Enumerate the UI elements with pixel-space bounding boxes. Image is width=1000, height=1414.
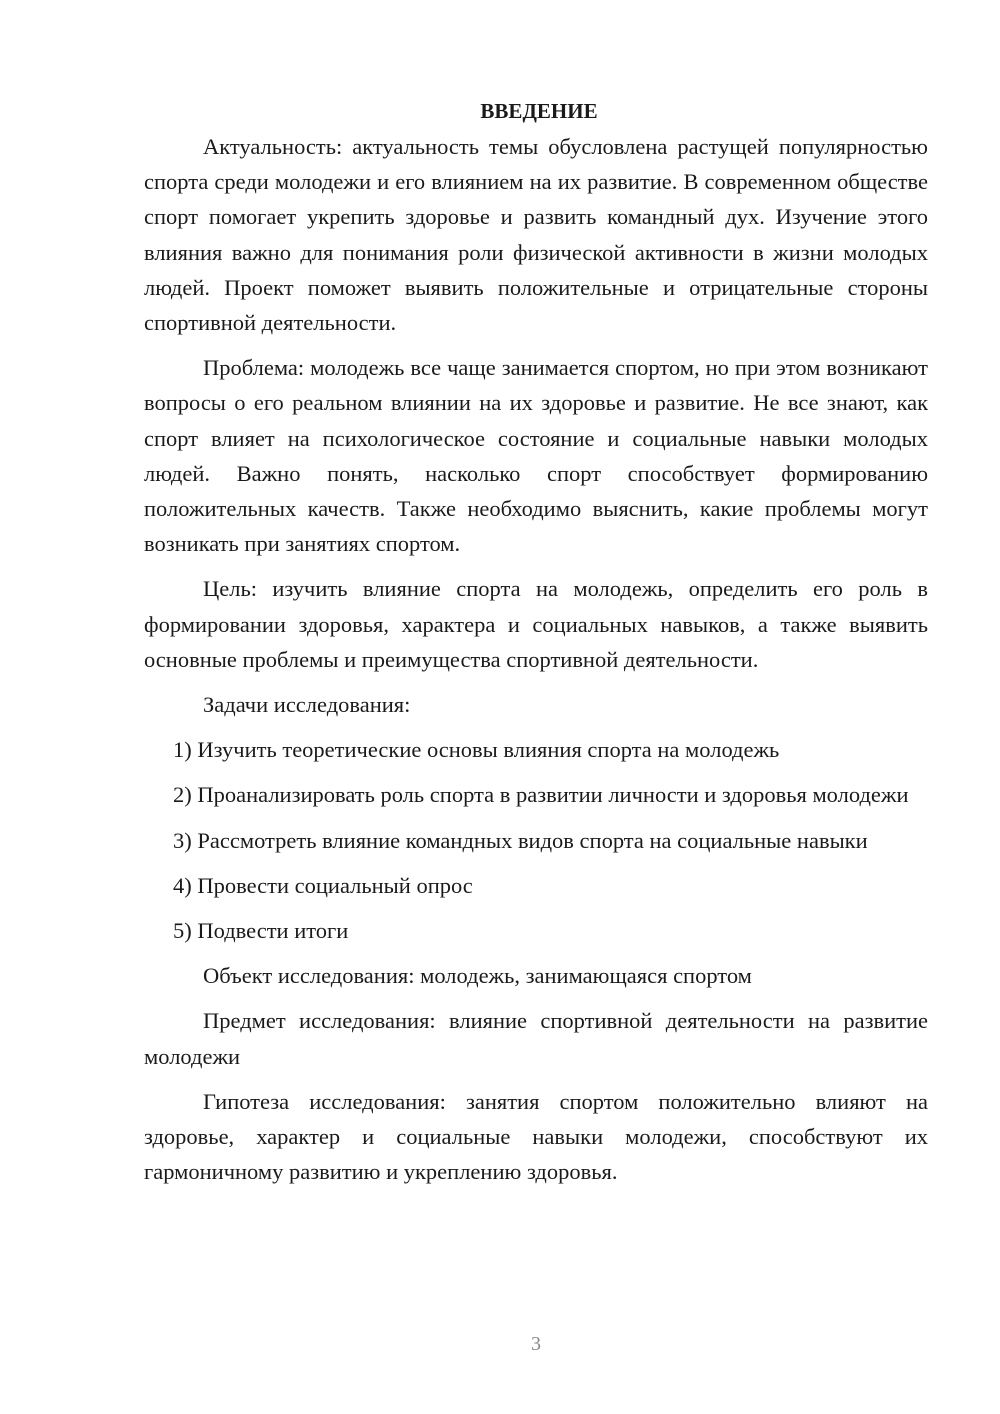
paragraph-relevance: Актуальность: актуальность темы обусловлена растущей популярностью спорта среди молодежи и его влиянием на их развитие. В современном обществе спорт помогает укрепить здоровье и развить командный дух. Изучение этого влияния важно для понимания роли физической активности в жизни молодых людей. Проект поможет выявить положительные и отрицательные стороны спортивной деятельности. xyxy=(144,134,928,336)
page-number: 3 xyxy=(531,1333,541,1355)
task-item-5: 5) Подвести итоги xyxy=(173,918,349,944)
paragraph-object: Объект исследования: молодежь, занимающаяся спортом xyxy=(203,963,752,989)
section-heading: ВВЕДЕНИЕ xyxy=(480,99,598,123)
paragraph-hypothesis: Гипотеза исследования: занятия спортом положительно влияют на здоровье, характер и социальные навыки молодежи, способствуют их гармоничному развитию и укреплению здоровья. xyxy=(144,1088,928,1185)
task-item-1: 1) Изучить теоретические основы влияния спорта на молодежь xyxy=(173,737,780,763)
task-item-4: 4) Провести социальный опрос xyxy=(173,872,473,898)
task-item-2: 2) Проанализировать роль спорта в развитии личности и здоровья молодежи xyxy=(173,782,909,808)
document-page xyxy=(144,94,928,1189)
paragraph-problem: Проблема: молодежь все чаще занимается спортом, но при этом возникают вопросы о его реальном влиянии на их здоровье и развитие. Не все знают, как спорт влияет на психологическое состояние и социальные навыки молодых людей. Важно понять, насколько спорт способствует формированию положительных качеств. Также необходимо выяснить, какие проблемы могут возникать при занятиях спортом. xyxy=(144,355,928,557)
paragraph-subject: Предмет исследования: влияние спортивной деятельности на развитие молодежи xyxy=(144,1008,928,1069)
task-item-3: 3) Рассмотреть влияние командных видов спорта на социальные навыки xyxy=(173,827,868,853)
paragraph-tasks-title: Задачи исследования: xyxy=(203,692,411,718)
paragraph-goal: Цель: изучить влияние спорта на молодежь, определить его роль в формировании здоровья, характера и социальных навыков, а также выявить основные проблемы и преимущества спортивной деятельности. xyxy=(144,576,928,672)
